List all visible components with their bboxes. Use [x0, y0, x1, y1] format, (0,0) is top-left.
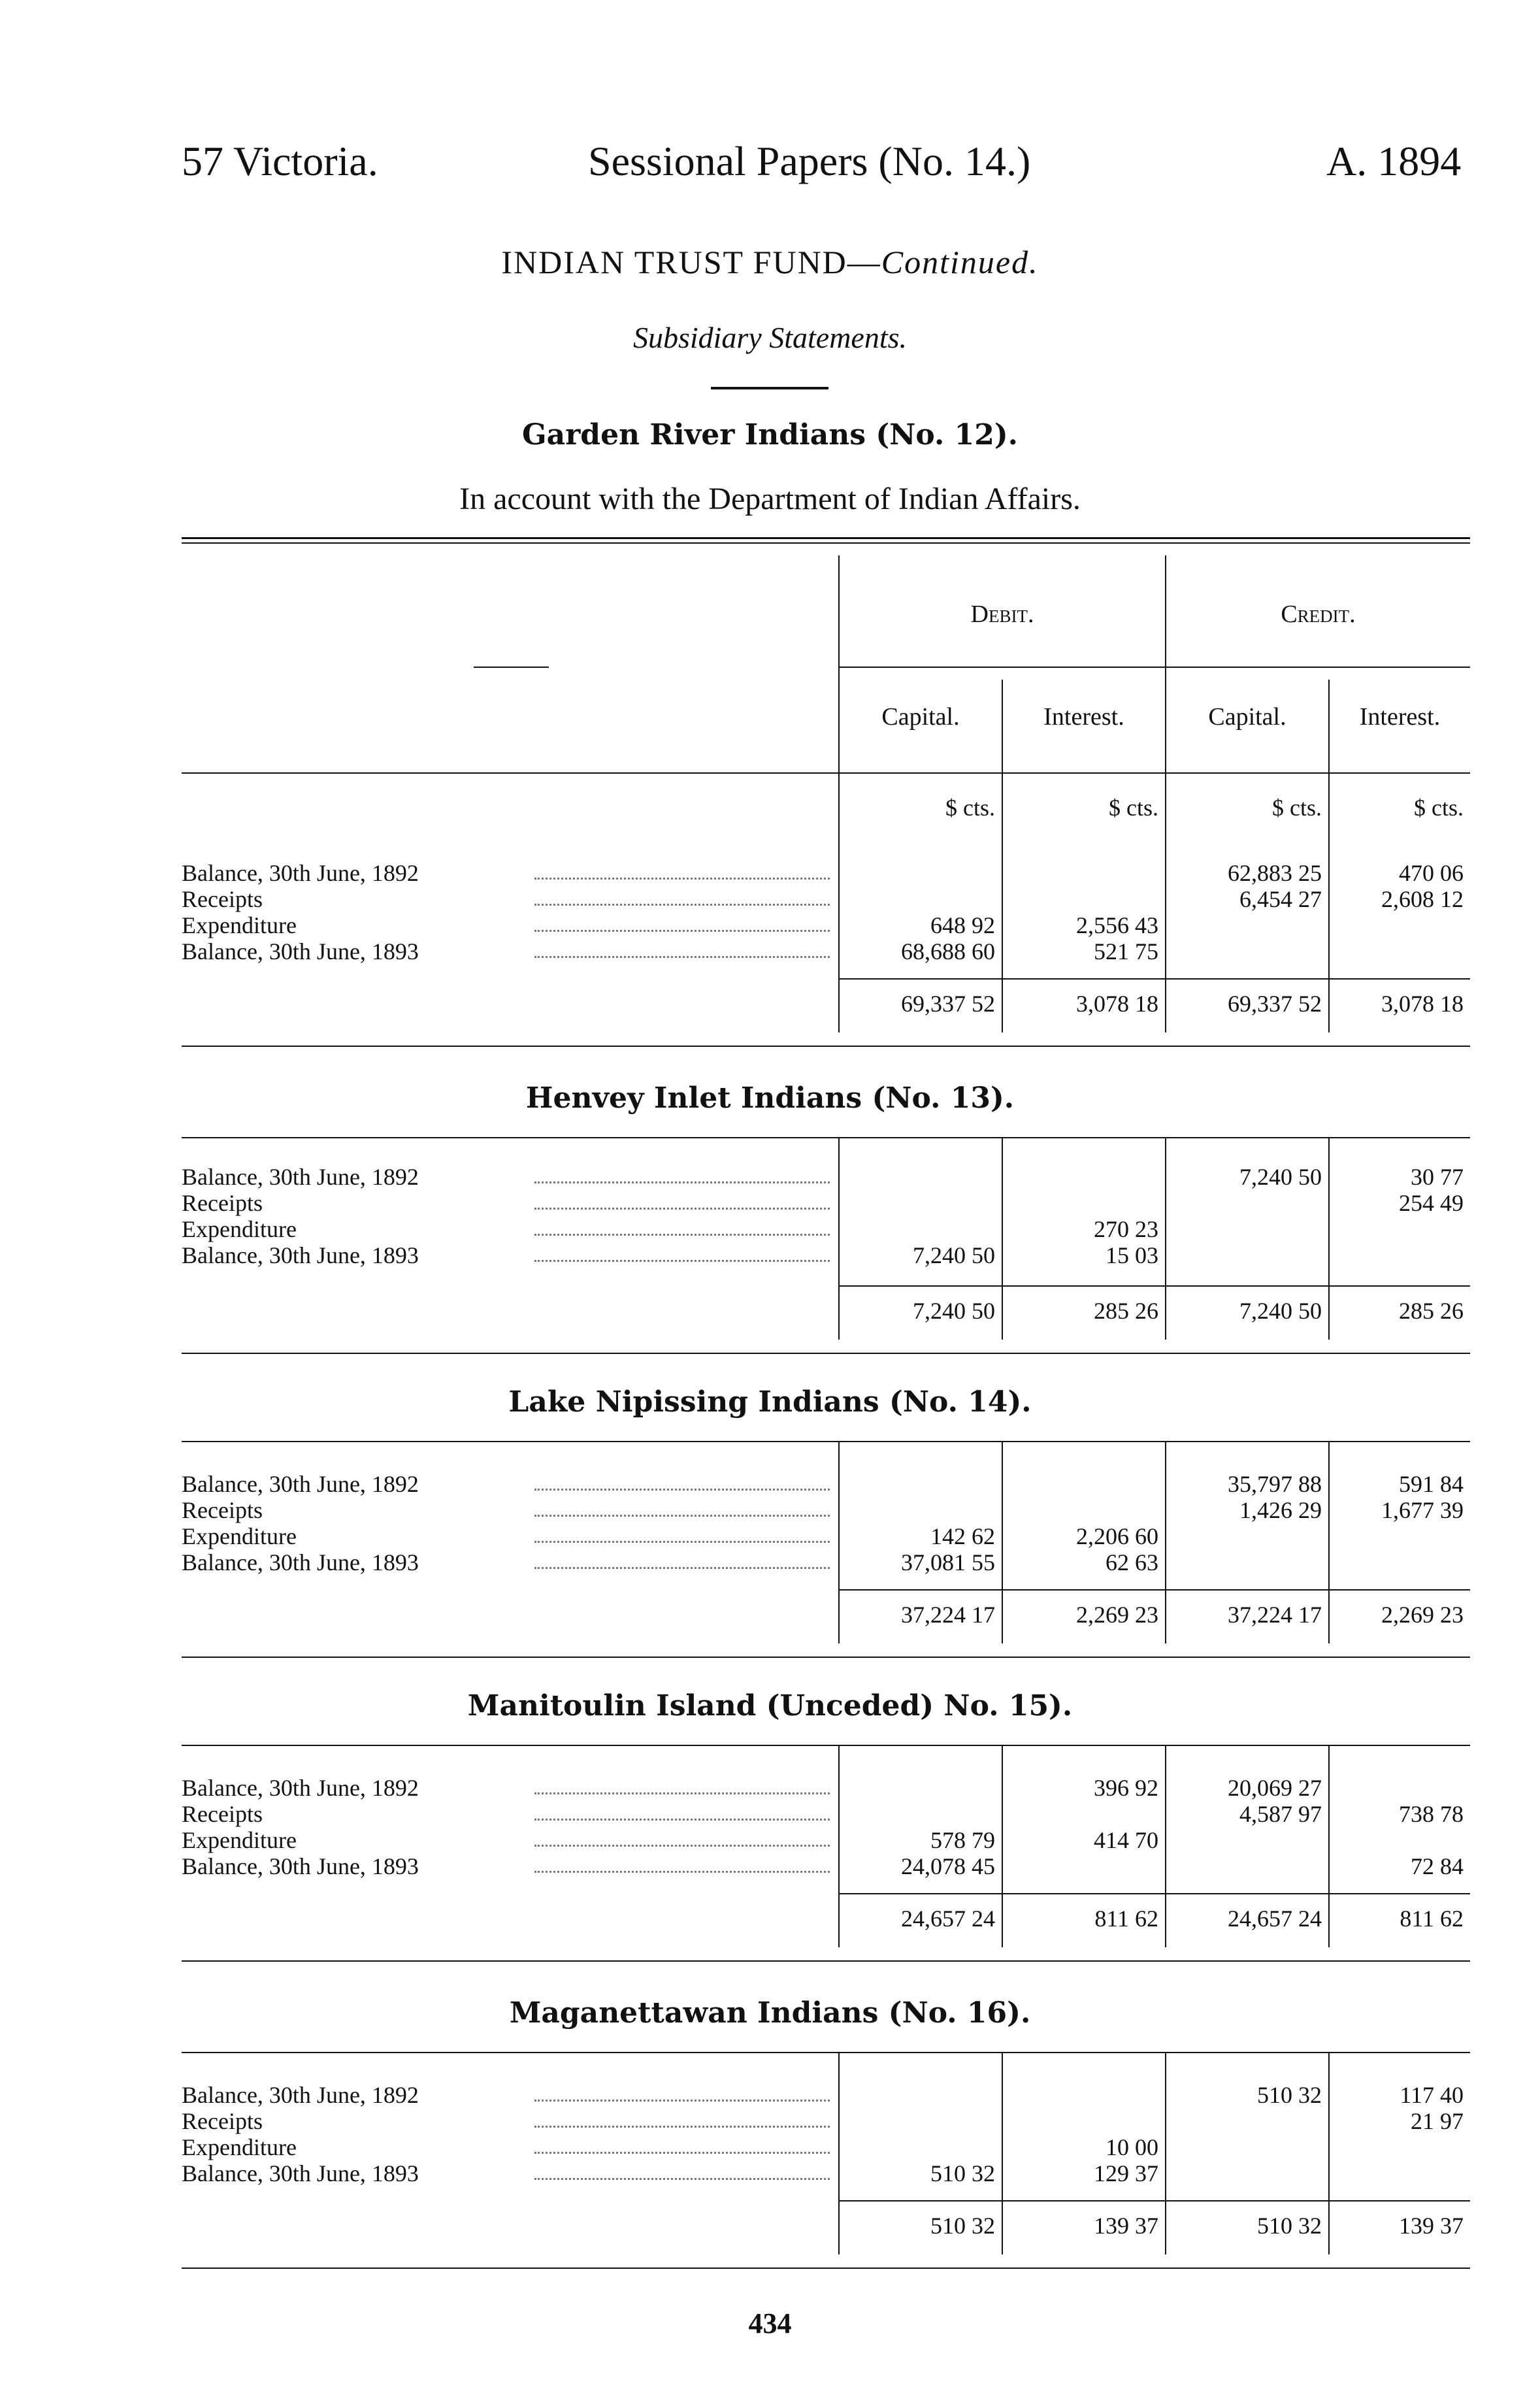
- section-top-rule: [182, 1137, 1470, 1138]
- account-line: In account with the Department of Indian Affairs.: [459, 482, 1081, 516]
- row-label: Balance, 30th June, 1893: [182, 1242, 419, 1268]
- total-rule: [840, 1893, 1470, 1894]
- page-number: 434: [748, 2307, 792, 2339]
- cell-credit-interest: 72 84: [1411, 1853, 1464, 1879]
- cell-debit-capital: 37,081 55: [901, 1549, 995, 1575]
- total-debit-capital: 510 32: [930, 2213, 995, 2239]
- cell-debit-capital: 142 62: [930, 1523, 995, 1549]
- row-label: Expenditure: [182, 1216, 297, 1242]
- cell-credit-interest: 2,608 12: [1381, 886, 1464, 912]
- main-title: [0, 243, 1540, 281]
- total-credit-interest: 811 62: [1400, 1905, 1464, 1932]
- cell-credit-interest: 470 06: [1399, 860, 1464, 886]
- section-title: Manitoulin Island (Unceded) No. 15).: [467, 1689, 1073, 1723]
- cell-debit-interest: 270 23: [1094, 1216, 1158, 1242]
- cell-credit-capital: 7,240 50: [1239, 1164, 1322, 1190]
- header-center: Sessional Papers (No. 14.): [588, 138, 1031, 184]
- row-label: Expenditure: [182, 2134, 297, 2160]
- dot-leader: [534, 1567, 830, 1569]
- cell-credit-interest: 1,677 39: [1381, 1497, 1464, 1523]
- row-label: Receipts: [182, 1801, 263, 1827]
- header-right: A. 1894: [1326, 138, 1462, 184]
- dot-leader: [534, 878, 830, 880]
- stub-dash: [474, 667, 549, 668]
- dot-leader: [534, 2152, 830, 2154]
- cell-credit-interest: 254 49: [1399, 1190, 1464, 1216]
- cell-credit-capital: 4,587 97: [1239, 1801, 1322, 1827]
- debit-interest-header: Interest.: [1043, 703, 1124, 731]
- row-label: Receipts: [182, 1497, 263, 1523]
- cell-debit-interest: 129 37: [1094, 2160, 1158, 2186]
- header-left: 57 Victoria.: [182, 138, 378, 184]
- cell-debit-interest: 396 92: [1094, 1775, 1158, 1801]
- total-debit-interest: 3,078 18: [1076, 991, 1158, 1017]
- credit-interest-header: Interest.: [1359, 703, 1441, 731]
- dot-leader: [534, 1208, 830, 1210]
- dot-leader: [534, 2126, 830, 2128]
- section-bottom-rule: [182, 1353, 1470, 1354]
- row-label: Receipts: [182, 2108, 263, 2134]
- header-rule-bottom: [182, 772, 1470, 774]
- row-label: Balance, 30th June, 1892: [182, 1164, 419, 1190]
- row-label: Balance, 30th June, 1893: [182, 2160, 419, 2186]
- cell-credit-capital: 6,454 27: [1239, 886, 1322, 912]
- row-label: Expenditure: [182, 1827, 297, 1853]
- cell-debit-capital: 510 32: [930, 2160, 995, 2186]
- total-debit-interest: 139 37: [1094, 2213, 1158, 2239]
- total-credit-interest: 285 26: [1399, 1298, 1464, 1324]
- section-title: Lake Nipissing Indians (No. 14).: [508, 1385, 1032, 1419]
- dot-leader: [534, 1489, 830, 1491]
- unit-credit-interest: $ cts.: [1414, 795, 1464, 821]
- cell-debit-capital: 7,240 50: [913, 1242, 995, 1268]
- total-credit-capital: 24,657 24: [1228, 1905, 1322, 1932]
- dot-leader: [534, 1181, 830, 1183]
- cell-debit-capital: 24,078 45: [901, 1853, 995, 1879]
- dot-leader: [534, 1260, 830, 1262]
- total-credit-capital: 69,337 52: [1228, 991, 1322, 1017]
- section-bottom-rule: [182, 1657, 1470, 1658]
- row-label: Expenditure: [182, 912, 297, 938]
- cell-credit-interest: 21 97: [1411, 2108, 1464, 2134]
- section-bottom-rule: [182, 1960, 1470, 1962]
- row-label: Balance, 30th June, 1893: [182, 1853, 419, 1879]
- header-rule-top: [182, 537, 1470, 539]
- cell-credit-capital: 510 32: [1257, 2082, 1322, 2108]
- cell-debit-interest: 521 75: [1094, 938, 1158, 965]
- cell-credit-capital: 62,883 25: [1228, 860, 1322, 886]
- dot-leader: [534, 2178, 830, 2180]
- row-label: Balance, 30th June, 1893: [182, 938, 419, 965]
- credit-capital-header: Capital.: [1208, 703, 1286, 731]
- title-divider: [711, 387, 828, 389]
- cell-debit-capital: 648 92: [930, 912, 995, 938]
- row-label: Balance, 30th June, 1893: [182, 1549, 419, 1575]
- main-title-text: INDIAN TRUST FUND—: [501, 244, 881, 280]
- cell-credit-interest: 117 40: [1400, 2082, 1464, 2108]
- section-title-0: Garden River Indians (No. 12).: [522, 418, 1018, 452]
- row-label: Balance, 30th June, 1892: [182, 2082, 419, 2108]
- section-bottom-rule: [182, 2268, 1470, 2269]
- dot-leader: [534, 904, 830, 906]
- dot-leader: [534, 2100, 830, 2102]
- section-top-rule: [182, 2052, 1470, 2053]
- total-debit-capital: 69,337 52: [901, 991, 995, 1017]
- section-title: Maganettawan Indians (No. 16).: [509, 1996, 1031, 2030]
- dot-leader: [534, 1819, 830, 1821]
- dot-leader: [534, 1541, 830, 1543]
- total-credit-capital: 37,224 17: [1228, 1602, 1322, 1628]
- unit-debit-capital: $ cts.: [945, 795, 995, 821]
- total-rule: [840, 1285, 1470, 1287]
- dot-leader: [534, 930, 830, 932]
- total-credit-interest: 3,078 18: [1381, 991, 1464, 1017]
- section-title: Henvey Inlet Indians (No. 13).: [525, 1081, 1015, 1115]
- row-label: Balance, 30th June, 1892: [182, 1775, 419, 1801]
- total-debit-interest: 285 26: [1094, 1298, 1158, 1324]
- row-label: Balance, 30th June, 1892: [182, 1471, 419, 1497]
- total-credit-interest: 139 37: [1399, 2213, 1464, 2239]
- row-label: Expenditure: [182, 1523, 297, 1549]
- unit-debit-interest: $ cts.: [1109, 795, 1158, 821]
- cell-credit-capital: 20,069 27: [1228, 1775, 1322, 1801]
- dot-leader: [534, 1845, 830, 1847]
- row-label: Receipts: [182, 1190, 263, 1216]
- unit-credit-capital: $ cts.: [1272, 795, 1322, 821]
- section-top-rule: [182, 1441, 1470, 1442]
- total-credit-capital: 7,240 50: [1239, 1298, 1322, 1324]
- section-bottom-rule: [182, 1046, 1470, 1047]
- total-rule: [840, 2200, 1470, 2202]
- row-label: Balance, 30th June, 1892: [182, 860, 419, 886]
- row-label: Receipts: [182, 886, 263, 912]
- cell-credit-interest: 591 84: [1399, 1471, 1464, 1497]
- cell-debit-interest: 62 63: [1106, 1549, 1158, 1575]
- subtitle: Subsidiary Statements.: [632, 321, 908, 354]
- cell-debit-interest: 15 03: [1106, 1242, 1158, 1268]
- cell-credit-capital: 35,797 88: [1228, 1471, 1322, 1497]
- cell-credit-interest: 30 77: [1411, 1164, 1464, 1190]
- total-credit-capital: 510 32: [1257, 2213, 1322, 2239]
- total-credit-interest: 2,269 23: [1381, 1602, 1464, 1628]
- dot-leader: [534, 1871, 830, 1873]
- debit-header: Debit.: [970, 601, 1034, 628]
- header-rule-top-2: [182, 542, 1470, 544]
- debit-credit-rule: [840, 667, 1470, 668]
- main-title-continued: Continued.: [881, 244, 1039, 280]
- cell-debit-capital: 68,688 60: [901, 938, 995, 965]
- total-rule: [840, 1589, 1470, 1591]
- total-debit-capital: 24,657 24: [901, 1905, 995, 1932]
- cell-credit-capital: 1,426 29: [1239, 1497, 1322, 1523]
- total-debit-capital: 7,240 50: [913, 1298, 995, 1324]
- dot-leader: [534, 1515, 830, 1517]
- debit-capital-header: Capital.: [881, 703, 960, 731]
- total-debit-interest: 2,269 23: [1076, 1602, 1158, 1628]
- cell-debit-interest: 414 70: [1094, 1827, 1158, 1853]
- dot-leader: [534, 956, 830, 958]
- credit-header: Credit.: [1281, 601, 1356, 628]
- total-debit-capital: 37,224 17: [901, 1602, 995, 1628]
- total-debit-interest: 811 62: [1094, 1905, 1158, 1932]
- cell-debit-interest: 2,206 60: [1076, 1523, 1158, 1549]
- cell-debit-capital: 578 79: [930, 1827, 995, 1853]
- dot-leader: [534, 1792, 830, 1794]
- dot-leader: [534, 1234, 830, 1236]
- cell-debit-interest: 10 00: [1106, 2134, 1158, 2160]
- total-rule: [840, 978, 1470, 980]
- cell-credit-interest: 738 78: [1399, 1801, 1464, 1827]
- cell-debit-interest: 2,556 43: [1076, 912, 1158, 938]
- section-top-rule: [182, 1745, 1470, 1746]
